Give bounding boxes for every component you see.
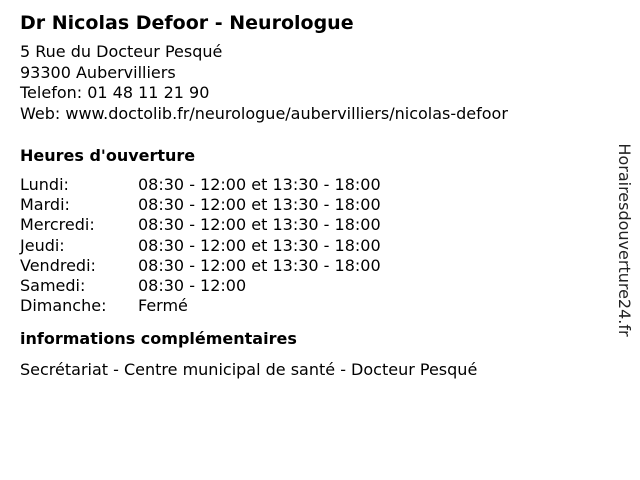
- additional-info-text: Secrétariat - Centre municipal de santé - Docteur Pesqué: [20, 360, 478, 380]
- business-card: [20, 10, 600, 381]
- website-link: Web: www.doctolib.fr/neurologue/aubervilliers/nicolas-defoor: [20, 103, 508, 123]
- page-title: Dr Nicolas Defoor - Neurologue: [20, 12, 354, 34]
- day-hours: 08:30 - 12:00 et 13:30 - 18:00: [138, 215, 381, 235]
- hours-row-thursday: [20, 236, 600, 256]
- day-hours: 08:30 - 12:00: [138, 276, 247, 296]
- hours-row-friday: [20, 256, 600, 276]
- day-hours: 08:30 - 12:00 et 13:30 - 18:00: [138, 235, 381, 255]
- day-label: Jeudi:: [20, 235, 65, 255]
- hours-row-tuesday: [20, 195, 600, 215]
- address-street: 5 Rue du Docteur Pesqué: [20, 42, 223, 61]
- site-watermark: Horairesdouverture24.fr: [615, 143, 634, 337]
- phone-number: Telefon: 01 48 11 21 90: [20, 83, 210, 102]
- address-city: 93300 Aubervilliers: [20, 62, 176, 82]
- day-hours: 08:30 - 12:00 et 13:30 - 18:00: [138, 195, 381, 215]
- hours-row-wednesday: [20, 215, 600, 235]
- hours-row-monday: [20, 175, 600, 195]
- opening-hours-table: [20, 175, 600, 316]
- day-label: Samedi:: [20, 276, 86, 296]
- day-label: Lundi:: [20, 175, 69, 194]
- hours-row-sunday: [20, 296, 600, 316]
- day-label: Dimanche:: [20, 296, 107, 316]
- day-label: Mercredi:: [20, 215, 95, 235]
- additional-info-heading: informations complémentaires: [20, 329, 297, 349]
- day-hours: 08:30 - 12:00 et 13:30 - 18:00: [138, 255, 381, 275]
- day-label: Vendredi:: [20, 255, 96, 275]
- day-hours: 08:30 - 12:00 et 13:30 - 18:00: [138, 175, 381, 194]
- hours-row-saturday: [20, 276, 600, 296]
- day-label: Mardi:: [20, 195, 70, 215]
- day-hours: Fermé: [138, 296, 188, 316]
- opening-hours-heading: Heures d'ouverture: [20, 146, 196, 165]
